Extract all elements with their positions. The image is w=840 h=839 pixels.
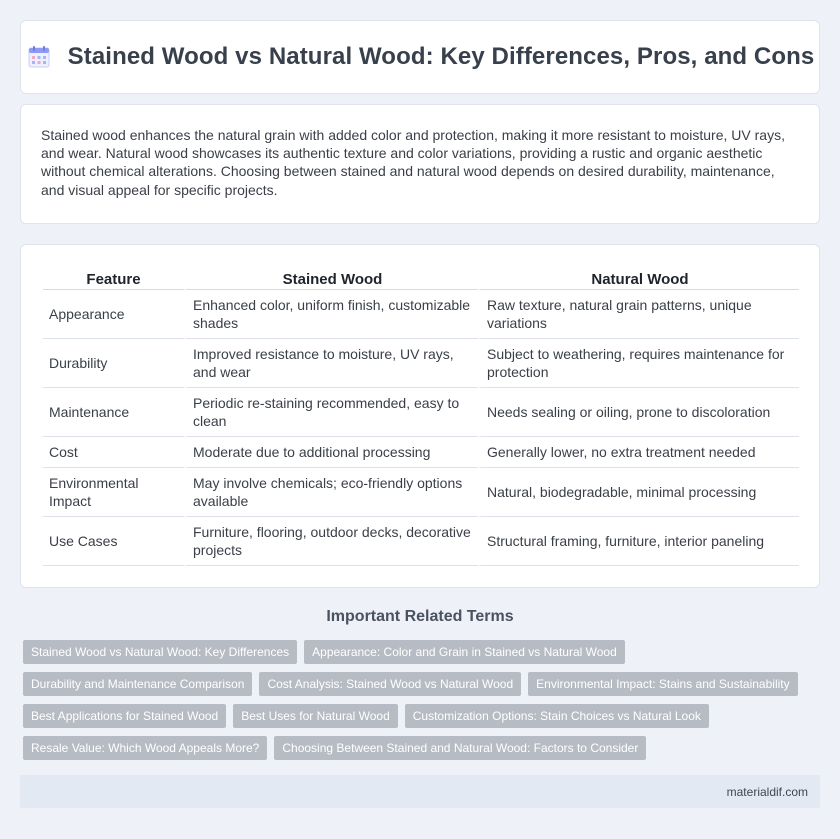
feature-cell: Cost [43,437,184,468]
intro-card [20,104,820,224]
header-card [20,20,820,94]
table-row [43,339,799,388]
table-row [43,468,799,517]
footer-site-name: materialdif.com [726,784,808,799]
table-header-row [43,267,799,290]
related-terms-title: Important Related Terms [326,608,514,625]
calendar-icon [26,44,52,70]
comparison-table [43,267,799,566]
natural-cell: Structural framing, furniture, interior paneling [478,517,799,566]
column-header-feature: Feature [43,267,184,290]
related-tag-link[interactable]: Customization Options: Stain Choices vs Natural Look [405,704,709,728]
stained-cell: Enhanced color, uniform finish, customizable shades [184,290,478,339]
table-row [43,517,799,566]
table-row [43,437,799,468]
natural-cell: Natural, biodegradable, minimal processing [478,468,799,517]
stained-cell: Moderate due to additional processing [184,437,478,468]
related-tag-link[interactable]: Cost Analysis: Stained Wood vs Natural Wood [259,672,521,696]
title-wrap [26,43,815,71]
related-tag-link[interactable]: Best Uses for Natural Wood [233,704,398,728]
natural-cell: Needs sealing or oiling, prone to discoloration [478,388,799,437]
related-tag-link[interactable]: Stained Wood vs Natural Wood: Key Differences [23,640,297,664]
comparison-card [20,244,820,588]
column-header-natural: Natural Wood [478,267,799,290]
stained-cell: May involve chemicals; eco-friendly options available [184,468,478,517]
natural-cell: Subject to weathering, requires maintenance for protection [478,339,799,388]
stained-cell: Periodic re-staining recommended, easy to clean [184,388,478,437]
column-header-stained: Stained Wood [184,267,478,290]
tag-row [23,704,823,728]
related-tag-link[interactable]: Choosing Between Stained and Natural Wood: Factors to Consider [274,736,646,760]
intro-paragraph: Stained wood enhances the natural grain with added color and protection, making it more resistant to moisture, UV rays, and wear. Natural wood showcases its authentic texture and color variations, providing a rustic and organic aesthetic without chemical alterations. Choosing between stained and natural wood depends on desired durability, maintenance, and visual appeal for specific projects. [41,127,785,198]
related-tag-link[interactable]: Resale Value: Which Wood Appeals More? [23,736,267,760]
related-tags [23,640,823,768]
related-tag-link[interactable]: Appearance: Color and Grain in Stained vs Natural Wood [304,640,625,664]
stained-cell: Improved resistance to moisture, UV rays, and wear [184,339,478,388]
natural-cell: Generally lower, no extra treatment needed [478,437,799,468]
feature-cell: Appearance [43,290,184,339]
feature-cell: Use Cases [43,517,184,566]
table-row [43,290,799,339]
feature-cell: Environmental Impact [43,468,184,517]
feature-cell: Durability [43,339,184,388]
stained-cell: Furniture, flooring, outdoor decks, decorative projects [184,517,478,566]
tag-row [23,640,823,664]
page-title: Stained Wood vs Natural Wood: Key Differences, Pros, and Cons [67,43,815,70]
tag-row [23,736,823,760]
related-tag-link[interactable]: Environmental Impact: Stains and Sustainability [528,672,797,696]
tag-row [23,672,823,696]
footer [20,775,820,808]
related-tag-link[interactable]: Best Applications for Stained Wood [23,704,226,728]
feature-cell: Maintenance [43,388,184,437]
natural-cell: Raw texture, natural grain patterns, unique variations [478,290,799,339]
related-tag-link[interactable]: Durability and Maintenance Comparison [23,672,252,696]
table-row [43,388,799,437]
